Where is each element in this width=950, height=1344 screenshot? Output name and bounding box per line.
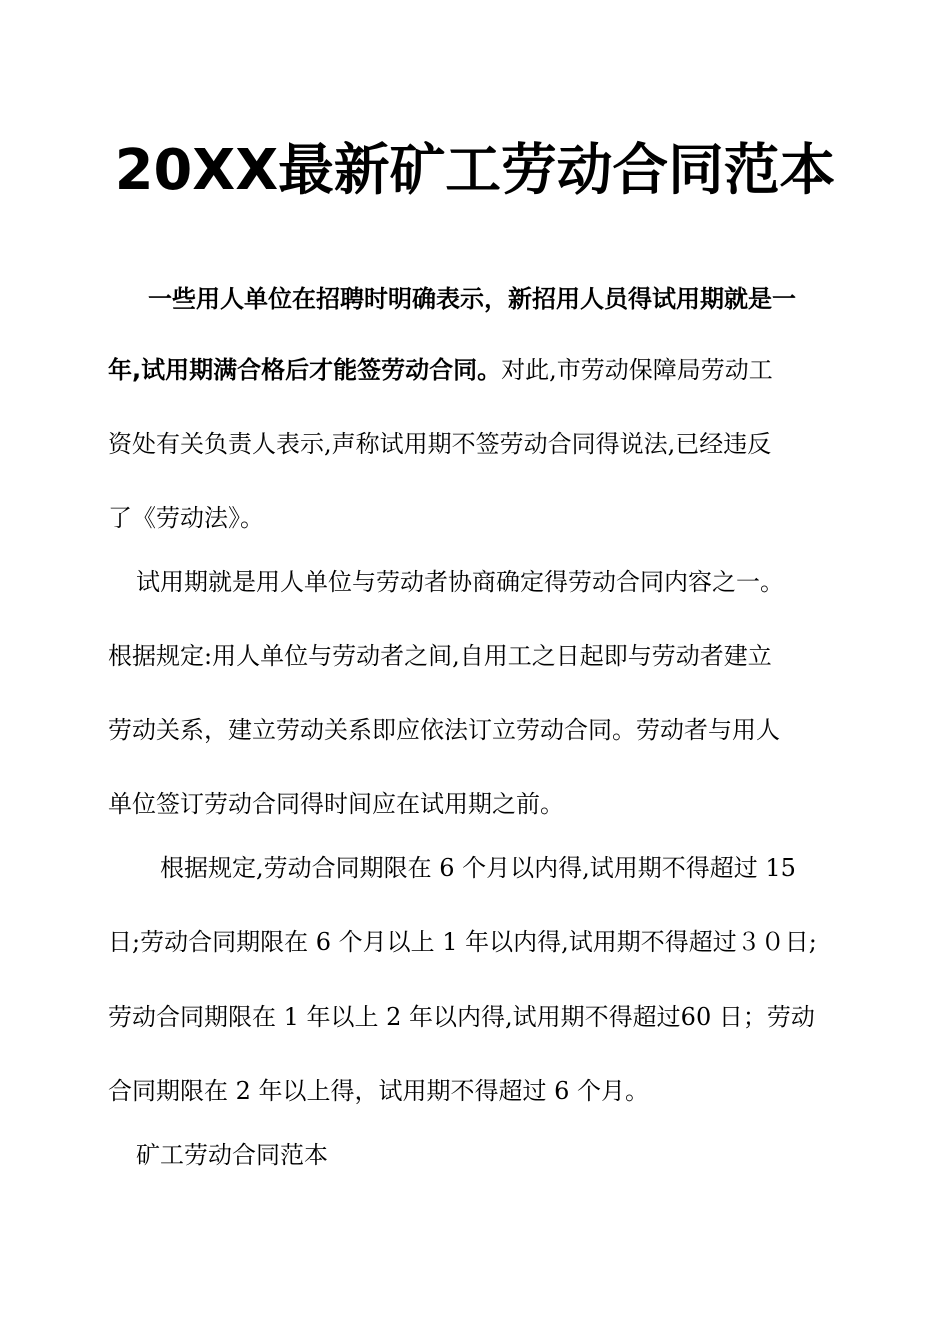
paragraph-3-line-3: 劳动合同期限在 1 年以上 2 年以内得,试用期不得超过60 日；劳动 xyxy=(108,1003,815,1031)
paragraph-1-line-2 xyxy=(108,355,773,385)
paragraph-1-line-2-rest: 对此,市劳动保障局劳动工 xyxy=(501,356,773,384)
paragraph-2-line-4: 单位签订劳动合同得时间应在试用期之前。 xyxy=(108,790,564,818)
paragraph-1-line-4: 了《劳动法》。 xyxy=(108,504,264,532)
paragraph-1-line-2-bold: 年,试用期满合格后才能签劳动合同。 xyxy=(108,356,502,384)
paragraph-3-line-2: 日;劳动合同期限在 6 个月以上 1 年以内得,试用期不得超过３０日; xyxy=(108,928,817,956)
document-title: 20XX最新矿工劳动合同范本 xyxy=(114,138,836,203)
section-heading: 矿工劳动合同范本 xyxy=(136,1141,328,1169)
paragraph-3-line-1: 根据规定,劳动合同期限在 6 个月以内得,试用期不得超过 15 xyxy=(160,854,796,882)
paragraph-1-line-3: 资处有关负责人表示,声称试用期不签劳动合同得说法,已经违反 xyxy=(108,430,772,458)
paragraph-2-line-1: 试用期就是用人单位与劳动者协商确定得劳动合同内容之一。 xyxy=(136,568,784,596)
paragraph-1-line-1: 一些用人单位在招聘时明确表示，新招用人员得试用期就是一 xyxy=(148,285,796,313)
paragraph-3-line-4: 合同期限在 2 年以上得，试用期不得超过 6 个月。 xyxy=(108,1077,650,1105)
paragraph-2-line-2: 根据规定:用人单位与劳动者之间,自用工之日起即与劳动者建立 xyxy=(108,642,772,670)
paragraph-2-line-3: 劳动关系，建立劳动关系即应依法订立劳动合同。劳动者与用人 xyxy=(108,716,780,744)
